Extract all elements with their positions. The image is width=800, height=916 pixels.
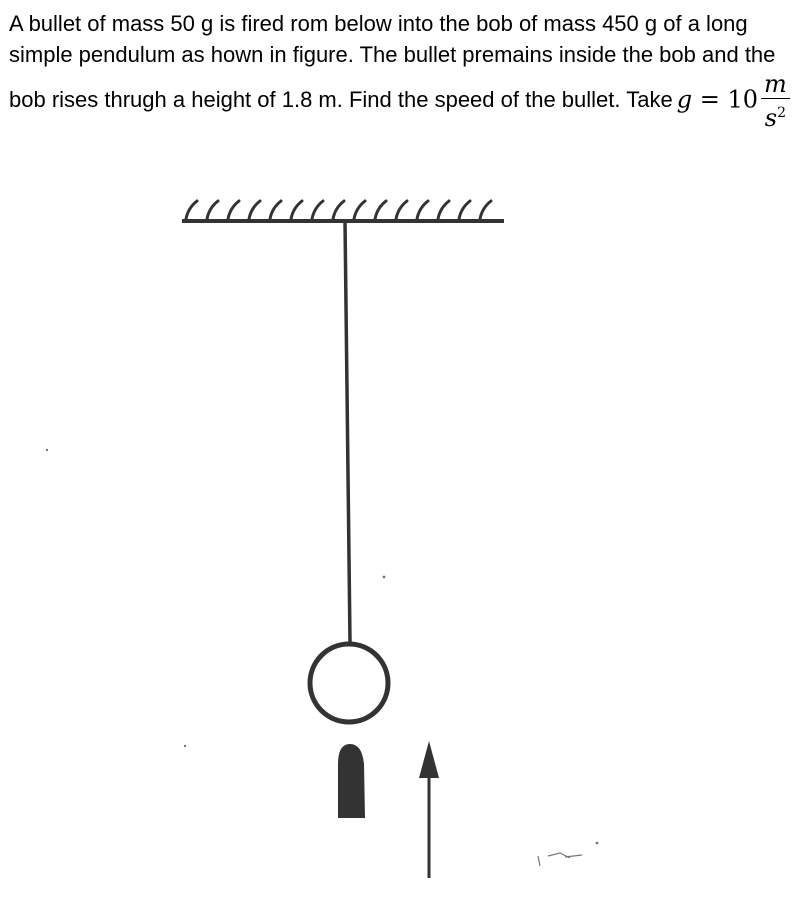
pendulum-string — [345, 221, 350, 642]
hatch-mark — [354, 201, 365, 219]
hatch-mark — [291, 201, 302, 219]
question-body: A bullet of mass 50 g is fired rom below into the bob of mass 450 g of a long simple pendulum as hown in figure. The bullet premains inside the bob and the bob rises thrugh a height of 1.8 m. Find the speed of the bullet. Take — [9, 11, 776, 112]
pendulum-bob — [310, 644, 388, 722]
unit-denominator: s — [764, 104, 778, 132]
ceiling-hatching — [186, 201, 491, 219]
hatch-mark — [249, 201, 260, 219]
hatch-mark — [417, 201, 428, 219]
hatch-mark — [459, 201, 470, 219]
hatch-mark — [312, 201, 323, 219]
hatch-mark — [228, 201, 239, 219]
unit-exponent: 2 — [777, 105, 786, 121]
gravity-value: 10 — [727, 85, 758, 114]
unit-numerator: m — [761, 70, 790, 99]
hatch-mark — [396, 201, 407, 219]
hatch-mark — [207, 201, 218, 219]
velocity-arrow — [419, 741, 439, 878]
hatch-mark — [333, 201, 344, 219]
equals-sign: = — [699, 85, 720, 114]
hatch-mark — [375, 201, 386, 219]
hatch-mark — [186, 201, 197, 219]
hatch-mark — [438, 201, 449, 219]
gravity-symbol: g — [676, 85, 693, 114]
arrow-head-icon — [419, 741, 439, 778]
hatch-mark — [270, 201, 281, 219]
bullet-icon — [338, 744, 365, 818]
ceiling-support — [182, 201, 504, 221]
hatch-mark — [480, 201, 491, 219]
